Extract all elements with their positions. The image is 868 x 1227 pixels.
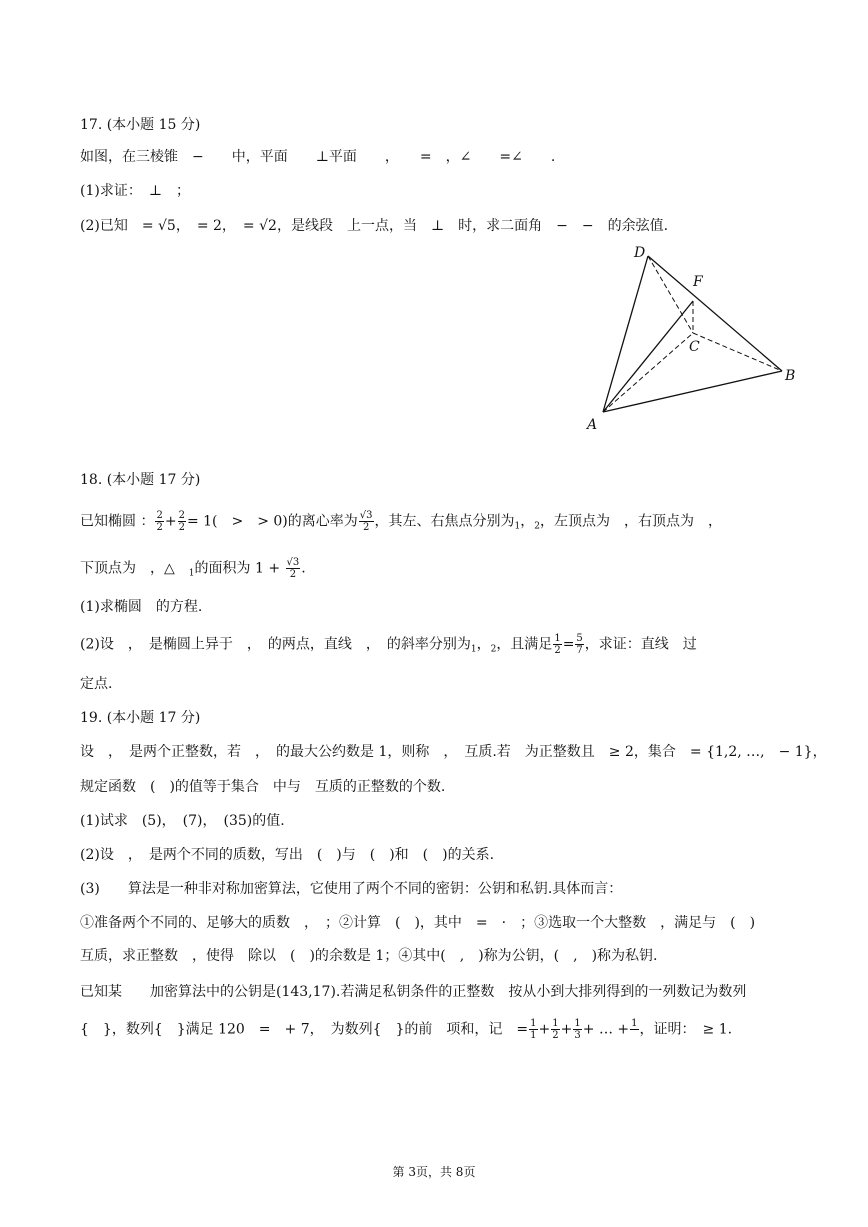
page-footer: 第 3页，共 8页 bbox=[392, 1165, 476, 1179]
fraction: $\frac{1}{1}$ bbox=[530, 1018, 537, 1041]
fraction: $\frac{5}{7}$ bbox=[576, 633, 583, 656]
q19-header: 19. (本小题 17 分) bbox=[80, 710, 201, 726]
q19-line4: (2)设 ， 是两个不同的质数，写出 ( )与 ( )和 ( )的关系. bbox=[80, 847, 495, 863]
q19-line3: (1)试求 (5)， (7)， (35)的值. bbox=[80, 813, 285, 829]
fraction: $\frac{1}{2}$ bbox=[554, 633, 561, 656]
q17-line1: 如图，在三棱锥 − 中，平面 ⊥平面 ， = ，∠ =∠ . bbox=[80, 149, 556, 165]
fraction: $\frac{2}{2}$ bbox=[156, 510, 163, 533]
sqrt2: √2 bbox=[259, 218, 277, 234]
fraction: 1 bbox=[631, 1018, 638, 1029]
q17-line3: (2)已知 = √5， = 2， = √2，是线段 上一点，当 ⊥ 时，求二面角 − − 的余弦值. bbox=[80, 218, 669, 234]
tetrahedron-figure bbox=[585, 238, 810, 438]
label-a: A bbox=[587, 417, 598, 433]
q18-line1: 已知椭圆 ： $\frac{2}{2}$ + $\frac{2}{2}$ = 1( > > 0)的离心率为 $\frac{√3}{2}$ ，其左、右焦点分别为$_1$，$_2$，左顶点为 ，右顶点为 ， bbox=[80, 510, 722, 533]
q19-line5: (3) 算法是一种非对称加密算法，它使用了两个不同的密钥：公钥和私钥.具体而言： bbox=[80, 881, 623, 897]
q18-line4: (2)设 ， 是椭圆上异于 ， 的两点，直线 ， 的斜率分别为$_1$，$_2$，且满足 $\frac{1}{2}$ = $\frac{5}{7}$ ，求证：直线 过 bbox=[80, 633, 697, 656]
label-c: C bbox=[689, 339, 700, 355]
q18-line5: 定点. bbox=[80, 676, 113, 692]
q19-line1: 设 ， 是两个正整数，若 ， 的最大公约数是 1，则称 ， 互质.若 为正整数且 ≥ 2，集合 = {1,2, …, − 1}， bbox=[80, 744, 827, 760]
label-d: D bbox=[634, 245, 646, 261]
fraction: $\frac{√3}{2}$ bbox=[286, 557, 300, 580]
fraction: $\frac{1}{2}$ bbox=[552, 1018, 559, 1041]
q19-line7: 互质，求正整数 ，使得 除以 ( )的余数是 1；④其中( , )称为公钥，( , )称为私钥. bbox=[80, 948, 658, 964]
q18-line2: 下顶点为 ，△ $_1$的面积为 1 + $\frac{√3}{2}$ . bbox=[80, 557, 306, 580]
sqrt5: √5 bbox=[158, 218, 176, 234]
fraction: $\frac{√3}{2}$ bbox=[359, 510, 373, 533]
label-f: F bbox=[693, 274, 703, 290]
label-b: B bbox=[785, 368, 796, 384]
q17-line2: (1)求证： ⊥ ； bbox=[80, 183, 190, 199]
q19-line9: { }，数列{ }满足 120 = + 7， 为数列{ }的前 项和，记 = $\frac{1}{1}$ + $\frac{1}{2}$ + $\frac{1}{3}$ + … + 1 ，证明： ≥ 1. bbox=[80, 1018, 733, 1041]
q19-line8: 已知某 加密算法中的公钥是(143,17).若满足私钥条件的正整数 按从小到大排列得到的一列数记为数列 bbox=[80, 984, 747, 1000]
fraction: $\frac{2}{2}$ bbox=[178, 510, 185, 533]
q17-header: 17. (本小题 15 分) bbox=[80, 117, 201, 133]
q18-header: 18. (本小题 17 分) bbox=[80, 472, 201, 488]
q18-line3: (1)求椭圆 的方程. bbox=[80, 599, 203, 615]
q19-line2: 规定函数 ( )的值等于集合 中与 互质的正整数的个数. bbox=[80, 779, 446, 795]
q19-line6: ①准备两个不同的、足够大的质数 ， ；②计算 ( )，其中 = · ；③选取一个大整数 ，满足与 ( ) bbox=[80, 915, 756, 931]
fraction: $\frac{1}{3}$ bbox=[574, 1018, 581, 1041]
